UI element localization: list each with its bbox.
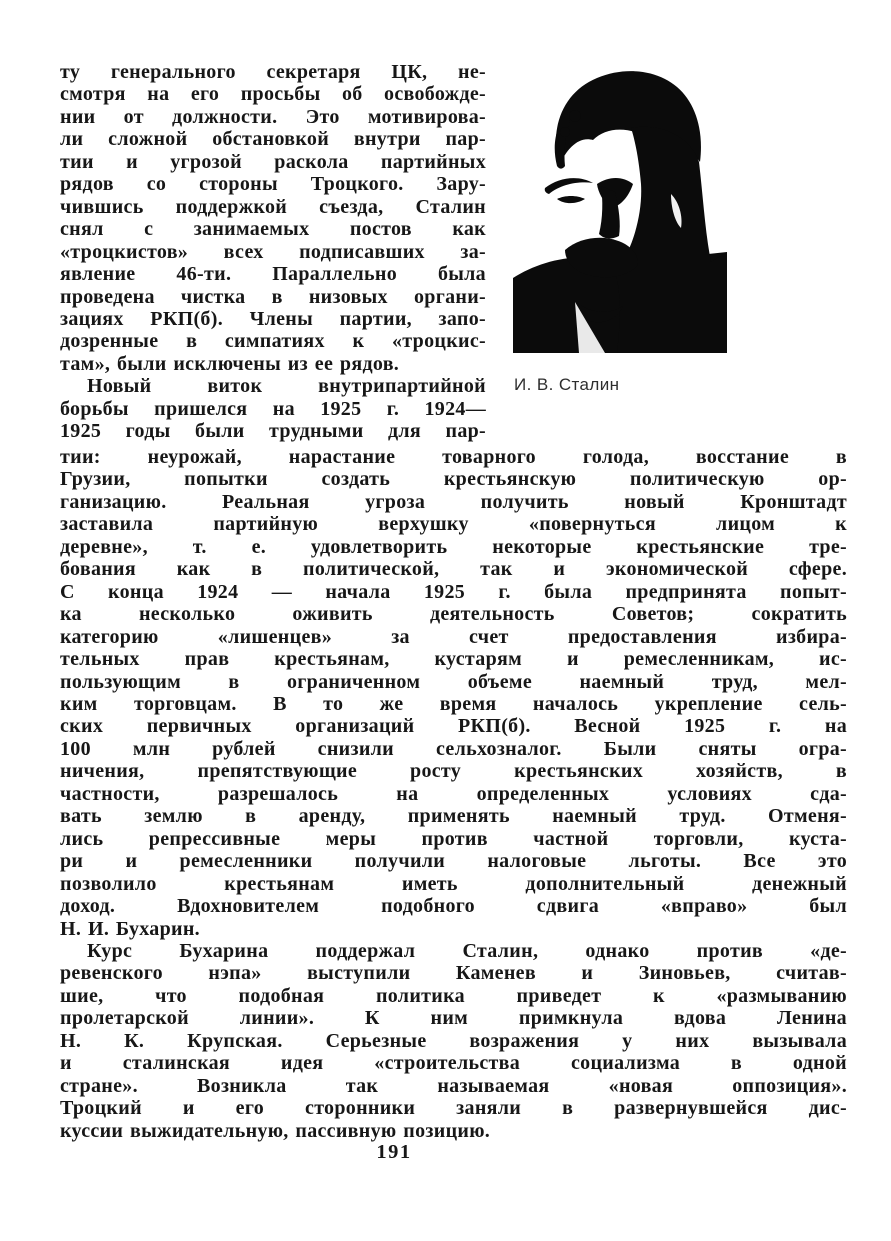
page-number: 191 (376, 1141, 412, 1163)
text-line: нии от должности. Это мотивирова- (60, 105, 486, 128)
text-line: категорию «лишенцев» за счет предоставления избира- (60, 625, 847, 648)
text-line: пользующим в ограниченном объеме наемный труд, мел- (60, 670, 847, 693)
text-line: Троцкий и его сторонники заняли в развернувшейся дис- (60, 1097, 847, 1120)
text-line: лись репрессивные меры против частной торговли, куста- (60, 827, 847, 850)
text-line: 100 млн рублей снизили сельхозналог. Были сняты огра- (60, 737, 847, 760)
text-line: пролетарской линии». К ним примкнула вдова Ленина (60, 1007, 847, 1030)
text-line: «троцкистов» всех подписавших за- (60, 240, 486, 263)
text-line: Курс Бухарина поддержал Сталин, однако против «де- (87, 939, 847, 962)
text-line: тии: неурожай, нарастание товарного голода, восстание в (60, 446, 847, 468)
text-line: борьбы пришелся на 1925 г. 1924— (60, 397, 486, 420)
text-line: ганизацию. Реальная угроза получить новый Кронштадт (60, 490, 847, 513)
text-line: ревенского нэпа» выступили Каменев и Зиновьев, считав- (60, 962, 847, 985)
text-line: Новый виток внутрипартийной (87, 375, 486, 398)
text-line: там», были исключены из ее рядов. (60, 352, 400, 375)
text-line: дозренные в симпатиях к «троцкис- (60, 330, 486, 353)
text-line: проведена чистка в низовых органи- (60, 285, 486, 308)
text-line: ту генерального секретаря ЦК, не- (60, 61, 486, 83)
text-line: С конца 1924 — начала 1925 г. была предпринята попыт- (60, 580, 847, 603)
text-line: Н. К. Крупская. Серьезные возражения у них вызывала (60, 1029, 847, 1052)
left-text-column (60, 61, 486, 443)
stalin-photo-figure (513, 66, 727, 395)
text-line: ри и ремесленники получили налоговые льготы. Все это (60, 850, 847, 873)
text-line: ка несколько оживить деятельность Советов; сократить (60, 603, 847, 626)
text-line: Грузии, попытки создать крестьянскую политическую ор- (60, 468, 847, 491)
text-line: частности, разрешалось на определенных условиях сда- (60, 782, 847, 805)
text-line: ким торговцам. В то же время началось укрепление сель- (60, 692, 847, 715)
text-line: явление 46-ти. Параллельно была (60, 263, 486, 286)
text-line: шие, что подобная политика приведет к «размыванию (60, 984, 847, 1007)
text-line: зациях РКП(б). Члены партии, запо- (60, 307, 486, 330)
stalin-portrait-photo (513, 66, 727, 353)
main-text-block (60, 446, 847, 1142)
text-line: чившись поддержкой съезда, Сталин (60, 195, 486, 218)
text-line: стране». Возникла так называемая «новая оппозиция». (60, 1074, 847, 1097)
text-line: бования как в политической, так и экономической сфере. (60, 558, 847, 581)
text-line: Н. И. Бухарин. (60, 917, 200, 940)
photo-caption: И. В. Сталин (514, 375, 620, 394)
text-line: заставила партийную верхушку «повернуться лицом к (60, 513, 847, 536)
stalin-portrait-image (513, 66, 727, 353)
text-line: деревне», т. е. удовлетворить некоторые крестьянские тре- (60, 535, 847, 558)
text-line: и сталинская идея «строительства социализма в одной (60, 1052, 847, 1075)
text-line: 1925 годы были трудными для пар- (60, 420, 486, 443)
text-line: снял с занимаемых постов как (60, 218, 486, 241)
text-line: тельных прав крестьянам, кустарям и ремесленникам, ис- (60, 648, 847, 671)
text-line: тии и угрозой раскола партийных (60, 150, 486, 173)
text-line: доход. Вдохновителем подобного сдвига «вправо» был (60, 895, 847, 918)
text-line: рядов со стороны Троцкого. Зару- (60, 173, 486, 196)
text-line: вать землю в аренду, применять наемный труд. Отменя- (60, 805, 847, 828)
text-line: ских первичных организаций РКП(б). Весной 1925 г. на (60, 715, 847, 738)
text-line: позволило крестьянам иметь дополнительный денежный (60, 872, 847, 895)
text-line: ничения, препятствующие росту крестьянских хозяйств, в (60, 760, 847, 783)
text-line: ли сложной обстановкой внутри пар- (60, 128, 486, 151)
text-line: куссии выжидательную, пассивную позицию. (60, 1119, 491, 1142)
text-line: смотря на его просьбы об освобожде- (60, 83, 486, 106)
